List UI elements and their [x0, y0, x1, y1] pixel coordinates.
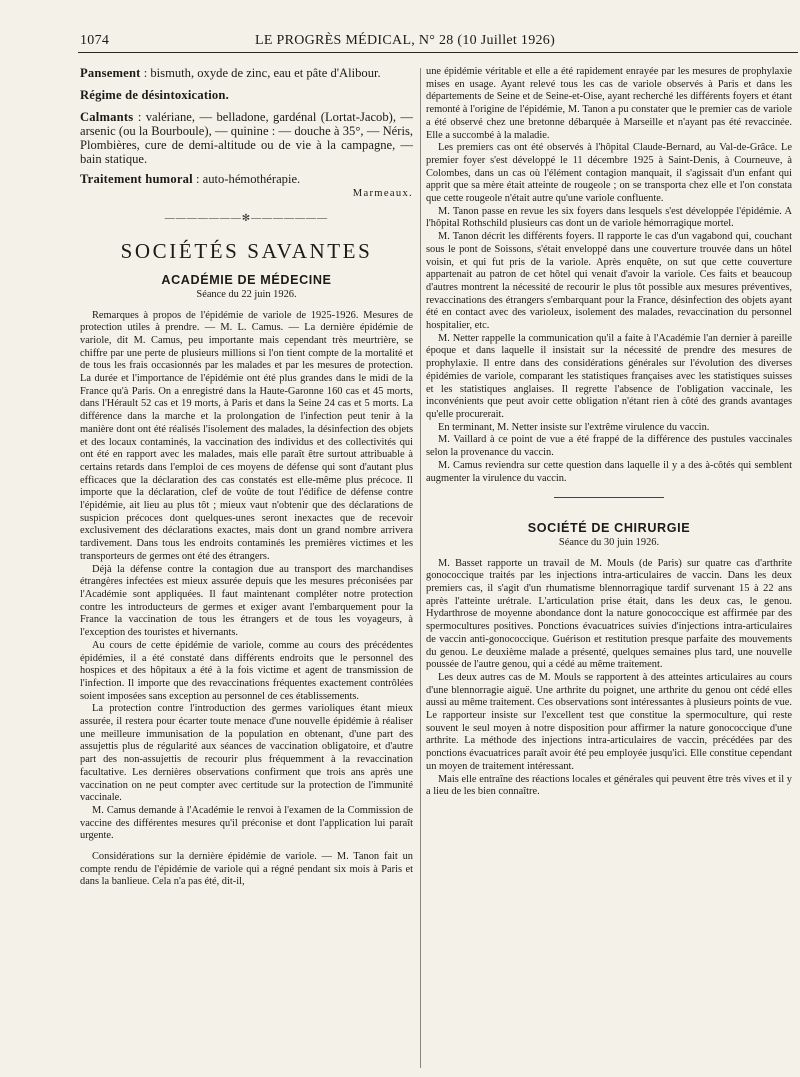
pansement-text: : bismuth, oxyde de zinc, eau et pâte d'Alibour.: [140, 66, 381, 80]
academie-seance-date: Séance du 22 juin 1926.: [196, 288, 297, 300]
academie-title: ACADÉMIE DE MÉDECINE: [161, 273, 332, 288]
section-title: SOCIÉTÉS SAVANTES: [120, 239, 373, 264]
page-number: 1074: [80, 33, 110, 48]
pansement-label: Pansement: [80, 66, 141, 80]
vaillard-paragraph: M. Vaillard à ce point de vue a été frappé de la différence des pustules vaccinales selon la provenance du vaccin.: [426, 434, 792, 459]
camus-reply-paragraph: M. Camus reviendra sur cette question dans laquelle il y a des à-côtés qui semblent augmenter la virulence du vaccin.: [426, 459, 792, 484]
basset-paragraph-2: Les deux autres cas de M. Mouls se rapportent à des atteintes articulaires au cours d'une blennorragie aiguë. Une arthrite du poignet, une arthrite du genou ont cédé elles aussi au même traitement. Ces observations sont intéressantes à plusieurs points de vue. Le rapporteur insiste sur l'excellent test que constitue la spermoculture, qui reste souvent le seul moyen à notre disposition pour affirmer la nature gonococcique d'une arthrite. La méthode des injections intra-articulaires de vaccin, précédées par des ponctions évacuatrices paraît avoir été peu employée jusqu'ici. Elle constitue cependant un moyen de traitement intéressant.: [426, 671, 792, 772]
chirurgie-seance-date: Séance du 30 juin 1926.: [558, 536, 660, 548]
tanon-paragraph: Considérations sur la dernière épidémie de variole. — M. Tanon fait un compte rendu de l'épidémie de variole qui a régné pendant six mois à Paris et dans la banlieue. Cela n'a pas été, dit-il,: [80, 851, 413, 888]
left-column: [80, 66, 413, 889]
author-signature: Marmeaux.: [352, 188, 413, 199]
regime-item: [80, 88, 413, 102]
netter-paragraph-1: M. Netter rappelle la communication qu'il a faite à l'Académie l'an dernier à pareille époque et dans laquelle il insistait sur la nécessité de prendre des mesures de prophylaxie. Il entre dans des considérations générales sur l'évolution des diverses épidémies de variole, comparant les statistiques françaises avec les statistiques suisses et les statistiques anglaises. Il regrette l'absence de l'obligation vaccinale, les inconvénients que peut avoir cette obligation n'étant rien à côté des grands avantages qu'elle procurerait.: [426, 332, 792, 420]
pansement-item: [80, 66, 413, 80]
tanon-continuation: une épidémie véritable et elle a été rapidement enrayée par les mesures de prophylaxie mises en usage. Ayant relevé tous les cas de variole observés à Paris et dans les départements de Seine et de Seine-et-Oise, ayant recherché les différents foyers et étant remonté à l'origine de l'épidémie, M. Tanon a pu constater que le premier cas de variole a été observé chez une bretonne débarquée à Marseille et n'ayant pas été revaccinée. Elle a succombé à la maladie.: [426, 66, 792, 141]
calmants-text: : valériane, — belladone, gardénal (Lortat-Jacob), — arsenic (ou la Bourboule), — quinine : — douche à 35°, — Néris, Plombières, cure de demi-altitude ou de vie à la campagne, — bain statique.: [80, 110, 413, 166]
right-column: [426, 66, 792, 799]
traitement-item: [80, 172, 413, 186]
ornamental-divider: ———————✻———————: [164, 212, 329, 224]
basset-paragraph-3: Mais elle entraîne des réactions locales et générales qui peuvent être très vives et il y a lieu de les bien connaître.: [426, 773, 792, 798]
camus-paragraph-5: M. Camus demande à l'Académie le renvoi à l'examen de la Commission de vaccine des différentes mesures qu'il préconise et dont l'application lui paraît urgente.: [80, 804, 413, 842]
camus-paragraph-4: La protection contre l'introduction des germes varioliques étant mieux assurée, il restera pour écarter toute menace d'une nouvelle épidémie à réaliser une meilleure immunisation de la population en obtenant, d'une part des assujettis plus de régularité aux séances de vaccination obligatoire, et d'autre part des non-assujettis de recourir plus fréquemment à la revaccination facultative. Les dernières observations confirment que trois ans après une vaccination on ne peut compter avec certitude sur la protection de l'immunité vaccinale.: [80, 703, 413, 804]
traitement-text: : auto-hémothérapie.: [192, 172, 301, 186]
calmants-label: Calmants: [80, 110, 134, 124]
calmants-item: [80, 110, 413, 166]
section-rule: [554, 497, 664, 498]
header-rule: [78, 52, 798, 53]
netter-paragraph-2: En terminant, M. Netter insiste sur l'extrême virulence du vaccin.: [438, 421, 710, 433]
camus-paragraph-3: Au cours de cette épidémie de variole, comme au cours des précédentes épidémies, il a été constaté dans différents endroits que le personnel des hospices et des hôpitaux a été à la fois victime et agent de transmission de l'infection. Il importe que des revaccinations fréquentes exactement contrôlées soient imposées sans exception au personnel de ces établissements.: [80, 639, 413, 702]
column-divider: [420, 68, 421, 1068]
camus-paragraph-2: Déjà la défense contre la contagion due au transport des marchandises étrangères infectées est mieux assurée depuis que les mesures préconisées par l'Académie sont appliquées. Il faut maintenant compléter notre protection contre les introducteurs de germes et exiger avant l'embarquement pour la France la vaccination de tous les étrangers et de tous les voyageurs, à l'exception des touristes et hivernants.: [80, 563, 413, 639]
tanon-paragraph-2: Les premiers cas ont été observés à l'hôpital Claude-Bernard, au Val-de-Grâce. Le premier foyer s'est développé le 11 décembre 1925 à Saint-Denis, à Courneuve, à Colombes, dans un cas où l'élément contagion manquait, il s'agissait d'un enfant qui apprit que sa mère était atteinte de rougeole ; on se transporta chez elle et l'on constata que cette rougeole n'était autre qu'une variole confluente.: [426, 142, 792, 205]
chirurgie-title: SOCIÉTÉ DE CHIRURGIE: [527, 521, 691, 536]
tanon-paragraph-3: M. Tanon passe en revue les six foyers dans lesquels s'est développée l'épidémie. A l'hôpital Rothschild plusieurs cas dont un de variole hémorragique mortel.: [426, 205, 792, 230]
basset-paragraph-1: M. Basset rapporte un travail de M. Mouls (de Paris) sur quatre cas d'arthrite gonococcique traités par les injections intra-articulaires de vaccin. Dans les deux premiers cas, il s'agit d'un rhumatisme blennorragique tardif survenant 15 à 22 ans après l'atteinte urétrale. L'articulation prise était, dans les deux cas, le genou. Hydarthrose de moyenne abondance dont la nature gonococcique est affirmée par des spermocultures positives. Ponctions évacuatrices suivies d'injections intra-articulaires de vaccin anti-gonococcique. Guérison et restitution presque parfaite des mouvements du genou. Le deuxième malade a présenté, quelques semaines plus tard, une nouvelle poussée de l'autre genou, qui a cédé au même traitement.: [426, 557, 792, 671]
regime-label: Régime de désintoxication.: [80, 88, 229, 102]
running-header: [80, 33, 720, 51]
running-title: LE PROGRÈS MÉDICAL, N° 28 (10 Juillet 1926): [255, 33, 556, 48]
camus-paragraph-1: Remarques à propos de l'épidémie de variole de 1925-1926. Mesures de protection utiles à prendre. — M. L. Camus. — La dernière épidémie de variole, dit M. Camus, peu importante mais cependant très meurtrière, se chiffre par une perte de plusieurs millions si l'on tient compte de la mortalité et de tous les frais occasionnés par les malades et par les mesures de protection. La durée et l'importance de l'épidémie ont été plus grandes dans le midi de la France qu'à Paris. On a enregistré dans la Haute-Garonne 160 cas et 45 morts, dans l'Hérault 52 cas et 19 morts, à Paris et dans la Seine 24 cas et 5 morts. La différence dans la marche et la prolongation de l'infection peut tenir à la manière dont ont été réalisés l'isolement des malades, la désinfection des objets et des locaux contaminés, la vaccination des individus et des collectivités qui ont été en rapport avec les malades, mais elle paraît être surtout attribuable à certains retards dans l'emploi de ces moyens de défense qui sont d'autant plus efficaces que la déclaration des cas constatés est elle-même plus précoce. Il importe que la déclaration, clef de voûte de tout l'édifice de défense contre l'épidémie, ait lieu au plus tôt ; mieux vaut n'obtenir que des déclarations de suspicion précoces dont quelques-unes seront inexactes que de recevoir exclusivement des déclarations exactes, mais dont un grand nombre arrivera tardivement. Dans tous les endroits contaminés les premières victimes et les transporteurs de germes ont été des étrangers.: [80, 309, 413, 562]
traitement-label: Traitement humoral: [80, 172, 193, 186]
tanon-paragraph-4: M. Tanon décrit les différents foyers. Il rapporte le cas d'un vagabond qui, couchant sous le pont de Soissons, s'était enveloppé dans une couverture trouvée dans un hôtel voisin, et qui fut pris de la variole. Après enquête, on sut que cette couverture appartenait au patron de cet hôtel qui venait d'avoir la variole. Ces faits et beaucoup d'autres montrent la nécessité de recourir le plus tôt possible aux mesures préventives, revaccinations des étrangers s'embarquant pour la France, désinfection des objets ayant été en contact avec des varioleux, isolement des malades, revaccination du personnel hospitalier, etc.: [426, 231, 792, 332]
